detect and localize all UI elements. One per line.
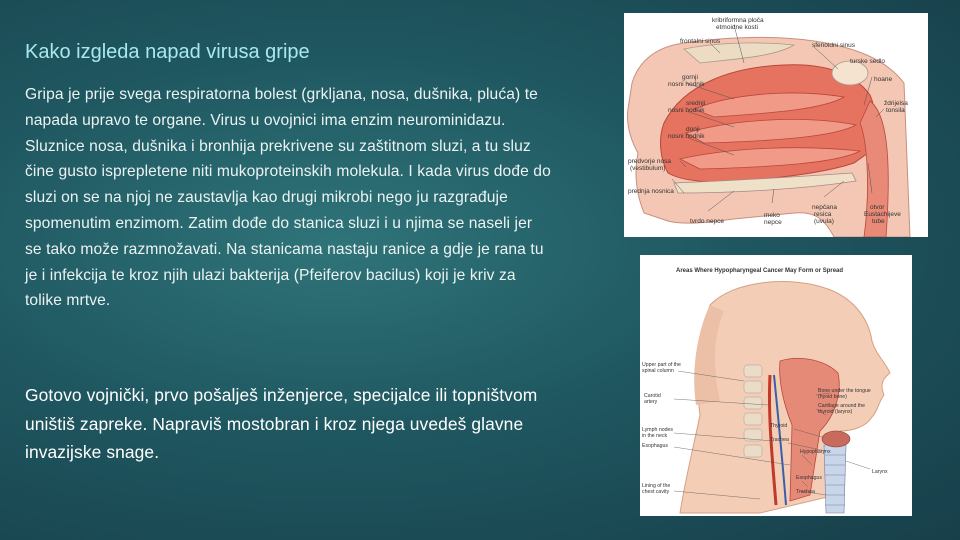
hypopharynx-diagram (640, 255, 912, 516)
neck-label-trachea: Trachea (770, 437, 789, 443)
neck-label-hypopharynx: Hypopharynx (800, 449, 831, 455)
neck-label-hyoid-2: (hyoid bone) (818, 394, 847, 400)
label-lower-passage-2: nosni hodnik (668, 133, 705, 140)
label-eustachian-2: Eustachijeve (864, 211, 901, 218)
neck-label-lining-2: chest cavity (642, 489, 670, 495)
neck-label-larynx: Larynx (872, 469, 888, 475)
neck-label-lymph-2: in the neck (642, 433, 668, 439)
label-sella: turske sedlo (850, 58, 886, 65)
nasal-cavity-diagram (624, 13, 928, 237)
neck-label-trachea-right: Trachea (796, 489, 815, 495)
neck-figure-title: Areas Where Hypopharyngeal Cancer May Form or Spread (676, 268, 844, 274)
hypopharynx-svg (640, 255, 912, 516)
label-uvula-2: resica (814, 211, 832, 218)
label-uvula-3: (uvula) (814, 218, 834, 225)
label-uvula: nepčana (812, 204, 837, 211)
label-middle-passage-2: nosni hodnik (668, 107, 705, 114)
nasal-cavity-svg (624, 13, 928, 237)
body-paragraph-1: Gripa je prije svega respiratorna bolest (grkljana, nosa, dušnika, pluća) te napada upravo te organe. Virus u ovojnici ima enzim neurominidazu. Sluznice nosa, dušnika i bronhija prekrivene su zaštitnom sluzi, a tu sluz čine gusto isprepletene niti mukoproteinskih molekula. I kada virus dođe do sluzi on se na njoj ne zaustavlja kao drugi mikrobi nego ju razgrađuje spomenutim enzimom. Zatim dođe do stanica sluzi i u njima se naseli jer se tako može razmnožavati. Na stanicama nastaju ranice a gdje je rana tu je i infekcija te kroz njih ulazi bakterija (Pfeiferov bacilus) koji je kriv za tolike mrtve. (25, 86, 551, 310)
label-middle-passage: srednji (686, 100, 706, 107)
label-soft-palate: meko (764, 212, 780, 219)
neck-label-esophagus-left: Esophagus (642, 443, 668, 449)
neck-label-lymph: Lymph nodes (642, 427, 673, 433)
label-vestibule: predvorje nosa (628, 158, 671, 165)
neck-label-cartilage: Cartilage around the (818, 403, 866, 409)
neck-label-lining: Lining of the (642, 483, 671, 489)
slide-title: Kako izgleda napad virusa gripe (25, 41, 310, 63)
label-vestibule-2: (vestibulum) (630, 165, 666, 172)
label-soft-palate-2: nepce (764, 219, 782, 226)
label-front-opening: prednja nosnica (628, 188, 674, 195)
label-upper-passage: gornji (682, 74, 698, 81)
label-sphenoid-sinus: sfenoidni sinus (812, 42, 855, 49)
label-tonsil-2: tonsila (886, 107, 905, 114)
neck-label-thyroid: Thyroid (770, 423, 788, 429)
neck-label-carotid: Carotid (644, 393, 661, 399)
neck-label-spine: Upper part of the (642, 362, 681, 368)
label-upper-passage-2: nosni hodnik (668, 81, 705, 88)
label-cribriform: kribriformna ploča (712, 17, 764, 24)
neck-label-cartilage-2: thyroid (larynx) (818, 409, 853, 415)
neck-label-carotid-2: artery (644, 399, 658, 405)
label-choanae: hoane (874, 76, 893, 83)
label-hard-palate: tvrdo nepce (690, 218, 724, 225)
neck-label-hyoid: Bone under the tongue (818, 388, 871, 394)
label-eustachian-3: tube (872, 218, 885, 225)
label-frontal-sinus: frontalni sinus (680, 38, 721, 45)
neck-label-esophagus-right: Esophagus (796, 475, 822, 481)
label-tonsil: ždrijelsa (884, 100, 908, 107)
neck-label-spine-2: spinal column (642, 368, 674, 374)
body-paragraph-2: Gotovo vojnički, prvo pošalješ inženjerce, specijalce ili topništvom uništiš zapreke. Napraviš mostobran i kroz njega uvedeš glavne invazijske snage. (25, 385, 538, 463)
label-lower-passage: donji (686, 126, 700, 133)
label-cribriform-2: etmoidne kosti (716, 24, 758, 31)
label-eustachian: otvor (870, 204, 885, 211)
